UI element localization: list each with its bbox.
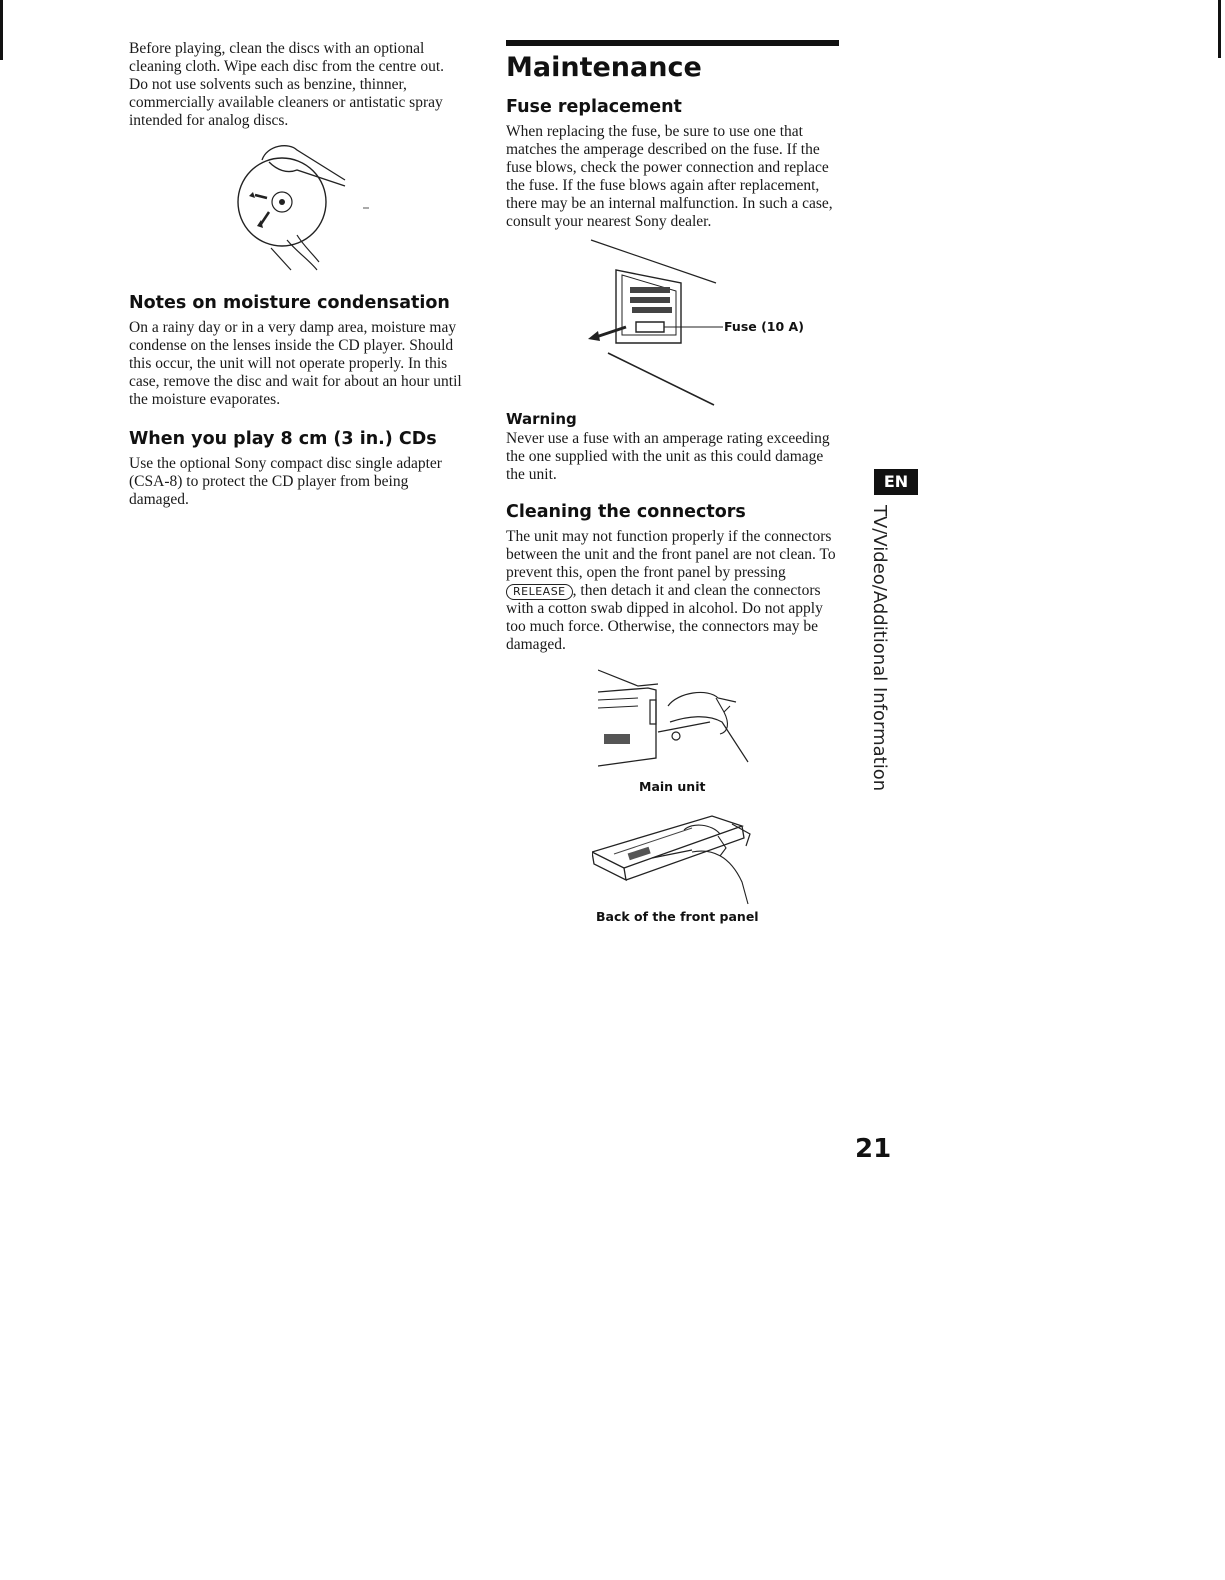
moisture-heading: Notes on moisture condensation xyxy=(129,293,450,313)
page-title: Maintenance xyxy=(506,52,702,83)
moisture-paragraph: On a rainy day or in a very damp area, moisture may condense on the lenses inside the CD player. Should this occur, the unit will not operate properly. In this case, remove the disc and wait for about an hour until the moisture evaporates. xyxy=(129,319,462,408)
disc-cleaning-illustration xyxy=(227,140,377,275)
cleaning-heading: Cleaning the connectors xyxy=(506,502,746,522)
language-badge: EN xyxy=(874,469,918,495)
front-panel-caption: Back of the front panel xyxy=(596,909,759,924)
section-rule xyxy=(506,40,839,46)
cd8-paragraph: Use the optional Sony compact disc single adapter (CSA-8) to protect the CD player from being damaged. xyxy=(129,455,442,508)
front-panel-illustration xyxy=(592,812,767,907)
cleaning-text-part-2: , then detach it and clean the connectors with a cotton swab dipped in alcohol. Do not apply too much force. Otherwise, the connectors may be damaged. xyxy=(506,582,823,653)
scan-edge-left xyxy=(0,0,3,60)
right-column xyxy=(506,40,841,924)
fuse-heading: Fuse replacement xyxy=(506,97,682,117)
section-side-label xyxy=(866,505,890,792)
cleaning-text-part-1: The unit may not function properly if the connectors between the unit and the front panel are not clean. To prevent this, open the front panel by pressing xyxy=(506,528,836,581)
cleaning-paragraph xyxy=(506,528,841,654)
release-key: RELEASE xyxy=(506,584,573,600)
fuse-paragraph: When replacing the fuse, be sure to use one that matches the amperage described on the fuse. If the fuse blows, check the power connection and replace the fuse. If the fuse blows again after replacement, there may be an internal malfunction. In such a case, consult your nearest Sony dealer. xyxy=(506,123,833,230)
fuse-callout-label: Fuse (10 A) xyxy=(724,319,804,334)
solvent-warning-paragraph: Do not use solvents such as benzine, thinner, commercially available cleaners or antistatic spray intended for analog discs. xyxy=(129,76,443,129)
main-unit-caption: Main unit xyxy=(639,779,706,794)
main-unit-illustration xyxy=(598,662,768,777)
warning-heading: Warning xyxy=(506,410,577,428)
warning-paragraph: Never use a fuse with an amperage rating exceeding the one supplied with the unit as this could damage the unit. xyxy=(506,430,830,483)
disc-cleaning-paragraph: Before playing, clean the discs with an optional cleaning cloth. Wipe each disc from the centre out. xyxy=(129,40,444,75)
scan-edge-right xyxy=(1218,0,1221,58)
left-column xyxy=(129,40,464,509)
fuse-figure xyxy=(506,235,841,410)
cd8-heading: When you play 8 cm (3 in.) CDs xyxy=(129,429,437,449)
page-number: 21 xyxy=(855,1134,892,1164)
section-side-label-text: TV/Video/Additional Information xyxy=(869,505,890,792)
